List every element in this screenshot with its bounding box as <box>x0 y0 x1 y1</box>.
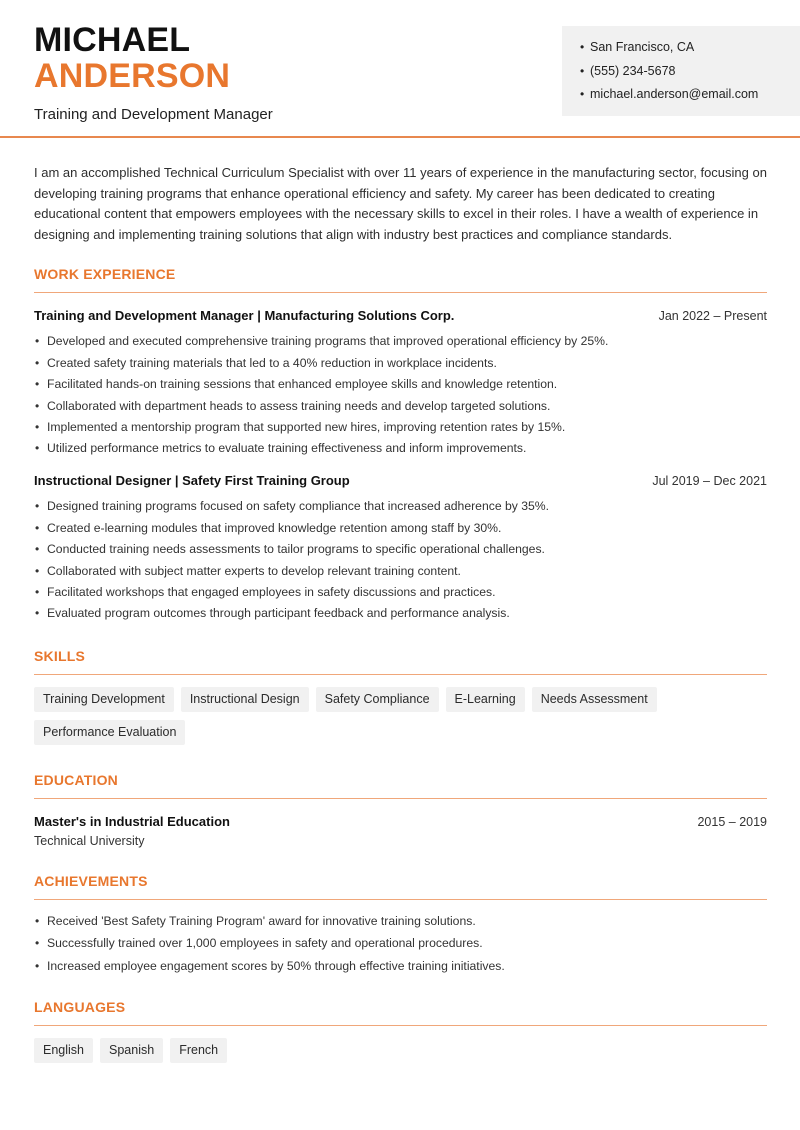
languages-section <box>34 999 767 1071</box>
skill-tag: Performance Evaluation <box>34 720 185 745</box>
job-date: Jan 2022 – Present <box>658 309 767 324</box>
skills-section <box>34 648 767 753</box>
contact-location <box>580 39 800 63</box>
summary-paragraph: I am an accomplished Technical Curriculum Specialist with over 11 years of experience in the manufacturing sector, focusing on developing training programs that enhance operational efficiency and safety. My career has been dedicated to creating educational content that empowers employees with the necessary skills to excel in their roles. I have a wealth of experience in designing and implementing training solutions that align with industry best practices and compliance standards. <box>34 165 767 242</box>
job-role: Instructional Designer | Safety First Training Group <box>34 473 350 489</box>
resume-content <box>34 136 767 1071</box>
job-date: Jul 2019 – Dec 2021 <box>652 474 767 489</box>
list-item: • Successfully trained over 1,000 employees in safety and operational procedures. <box>34 936 767 951</box>
school: Technical University <box>34 834 145 849</box>
job-bullets <box>34 499 767 621</box>
achievements-section <box>34 873 767 973</box>
last-name: ANDERSON <box>34 57 231 95</box>
contact-box <box>562 26 800 116</box>
list-item: • Conducted training needs assessments to tailor programs to specific operational challenges. <box>34 542 767 557</box>
bullet-icon: • <box>580 40 585 54</box>
bullet-icon: • <box>580 87 585 101</box>
list-item: • Collaborated with subject matter experts to develop relevant training content. <box>34 564 767 579</box>
achievements-section-title: ACHIEVEMENTS <box>34 873 767 900</box>
job-entry <box>34 308 767 456</box>
name-block <box>34 22 273 123</box>
achievements-list <box>34 914 767 973</box>
languages-section-title: LANGUAGES <box>34 999 767 1026</box>
work-section-title: WORK EXPERIENCE <box>34 266 767 293</box>
education-entry <box>34 814 767 848</box>
contact-email <box>580 86 800 110</box>
list-item: • Evaluated program outcomes through participant feedback and performance analysis. <box>34 606 767 621</box>
list-item: • Utilized performance metrics to evaluate training effectiveness and inform improvements. <box>34 441 767 456</box>
skill-tag: Instructional Design <box>181 687 309 712</box>
skills-section-title: SKILLS <box>34 648 767 675</box>
list-item: • Received 'Best Safety Training Program' award for innovative training solutions. <box>34 914 767 929</box>
work-section <box>34 266 767 621</box>
skill-tag: Training Development <box>34 687 174 712</box>
location-text: San Francisco, CA <box>590 40 695 54</box>
phone-text: (555) 234-5678 <box>590 63 676 78</box>
education-date: 2015 – 2019 <box>697 815 767 830</box>
skills-tags <box>34 687 767 753</box>
education-section <box>34 772 767 848</box>
list-item: • Facilitated hands-on training sessions that enhanced employee skills and knowledge retention. <box>34 377 767 392</box>
skill-tag: Safety Compliance <box>316 687 439 712</box>
education-section-title: EDUCATION <box>34 772 767 799</box>
list-item: • Collaborated with department heads to assess training needs and develop targeted solutions. <box>34 399 767 414</box>
job-bullets <box>34 334 767 456</box>
email-text: michael.anderson@email.com <box>590 87 759 101</box>
language-tag: Spanish <box>100 1038 163 1063</box>
languages-tags <box>34 1038 767 1071</box>
first-name: MICHAEL <box>34 21 191 59</box>
job-entry <box>34 473 767 621</box>
list-item: • Developed and executed comprehensive training programs that improved operational efficiency by 25%. <box>34 334 767 349</box>
list-item: • Created safety training materials that led to a 40% reduction in workplace incidents. <box>34 356 767 371</box>
skill-tag: Needs Assessment <box>532 687 657 712</box>
resume-header <box>0 0 800 138</box>
list-item: • Increased employee engagement scores by 50% through effective training initiatives. <box>34 959 767 974</box>
contact-phone <box>580 63 800 87</box>
language-tag: French <box>170 1038 227 1063</box>
list-item: • Created e-learning modules that improved knowledge retention among staff by 30%. <box>34 521 767 536</box>
list-item: • Facilitated workshops that engaged employees in safety discussions and practices. <box>34 585 767 600</box>
language-tag: English <box>34 1038 93 1063</box>
job-role: Training and Development Manager | Manufacturing Solutions Corp. <box>34 308 455 324</box>
skill-tag: E-Learning <box>446 687 525 712</box>
bullet-icon: • <box>580 63 585 78</box>
list-item: • Implemented a mentorship program that supported new hires, improving retention rates by 15%. <box>34 420 767 435</box>
list-item: • Designed training programs focused on safety compliance that increased adherence by 35%. <box>34 499 767 514</box>
job-title: Training and Development Manager <box>34 106 273 123</box>
degree: Master's in Industrial Education <box>34 814 230 830</box>
